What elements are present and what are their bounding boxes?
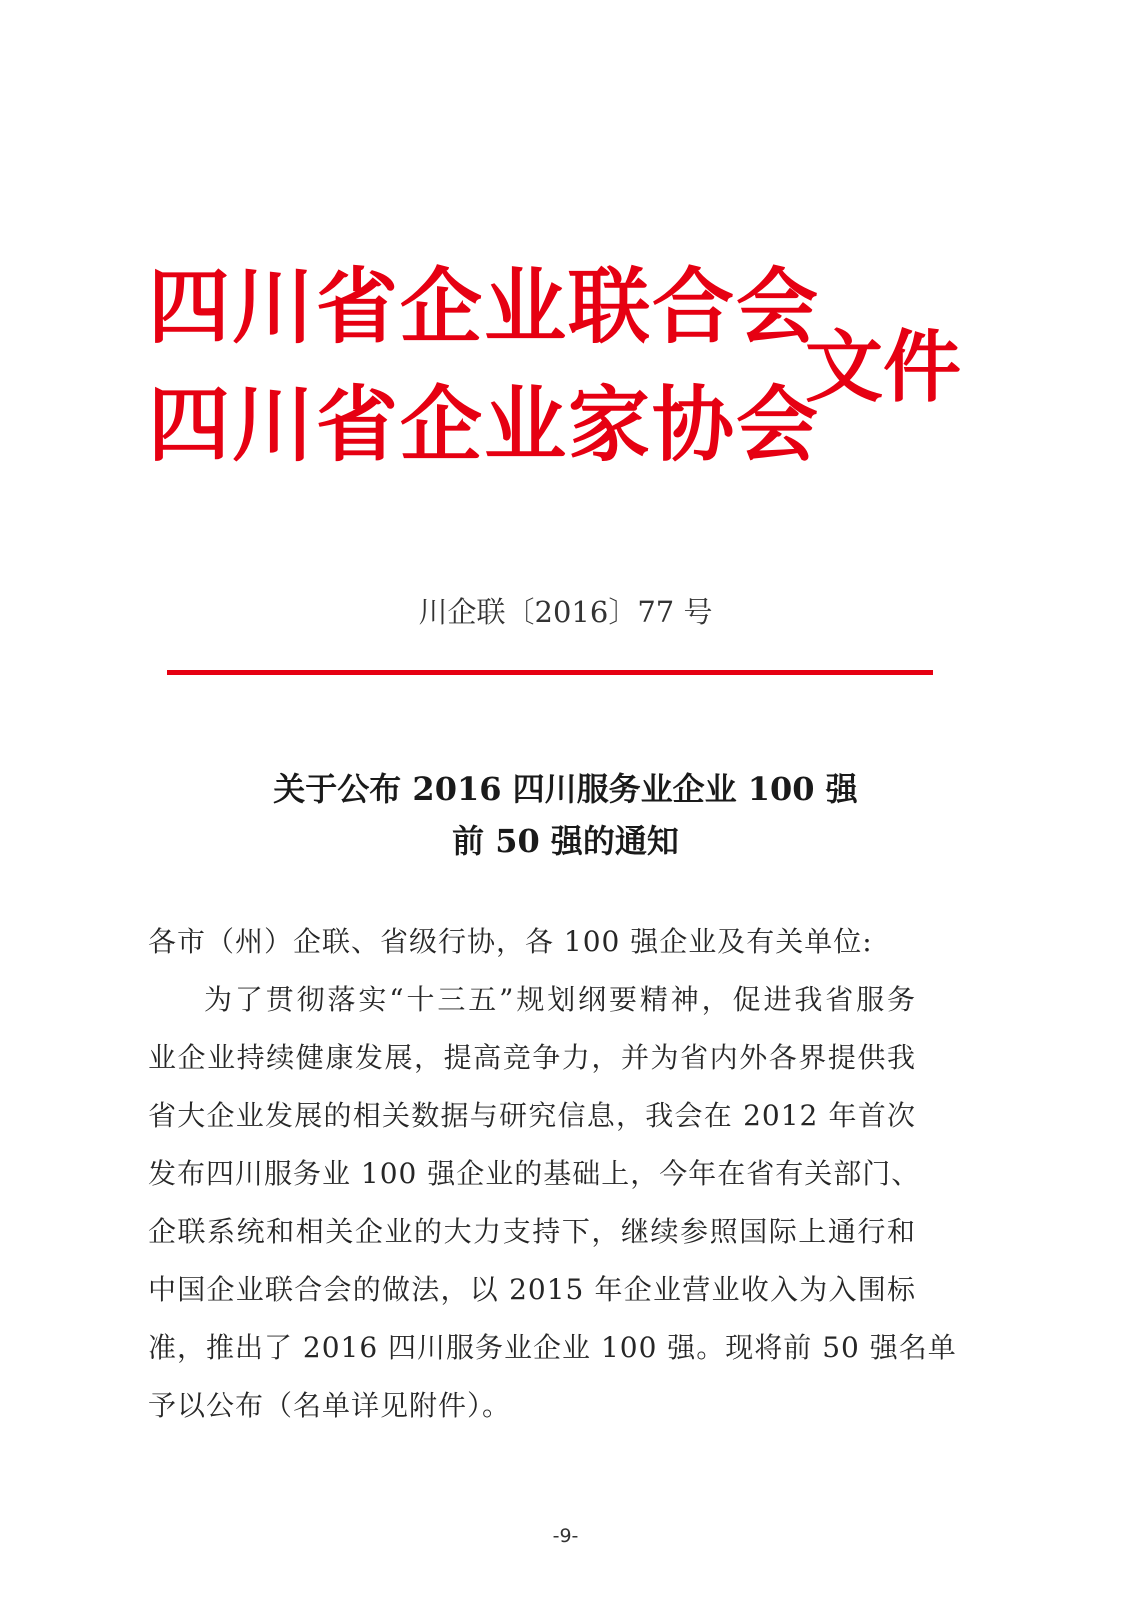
page-number: -9- [552, 1525, 579, 1547]
body-line: 予以公布（名单详见附件）。 [148, 1389, 512, 1422]
document-title-line-1: 关于公布 2016 四川服务业企业 100 强 [273, 770, 858, 808]
header-suffix: 文件 [805, 323, 962, 413]
document-title-line-2: 前 50 强的通知 [452, 822, 679, 860]
body-line: 准，推出了 2016 四川服务业企业 100 强。现将前 50 强名单 [148, 1331, 957, 1364]
body-line: 省大企业发展的相关数据与研究信息，我会在 2012 年首次 [148, 1099, 916, 1132]
red-divider-line [167, 670, 933, 675]
body-line: 发布四川服务业 100 强企业的基础上，今年在省有关部门、 [148, 1157, 921, 1190]
org-name-line-1: 四川省企业联合会 [148, 260, 821, 355]
body-line: 为了贯彻落实“十三五”规划纲要精神，促进我省服务 [204, 983, 916, 1016]
body-line: 中国企业联合会的做法，以 2015 年企业营业收入为入围标 [148, 1273, 916, 1306]
body-line: 企联系统和相关企业的大力支持下，继续参照国际上通行和 [148, 1215, 916, 1248]
salutation: 各市（州）企联、省级行协，各 100 强企业及有关单位: [148, 925, 873, 958]
body-line: 业企业持续健康发展，提高竞争力，并为省内外各界提供我 [148, 1041, 916, 1074]
org-name-line-2: 四川省企业家协会 [148, 378, 821, 473]
document-number: 川企联〔2016〕77 号 [418, 595, 713, 629]
